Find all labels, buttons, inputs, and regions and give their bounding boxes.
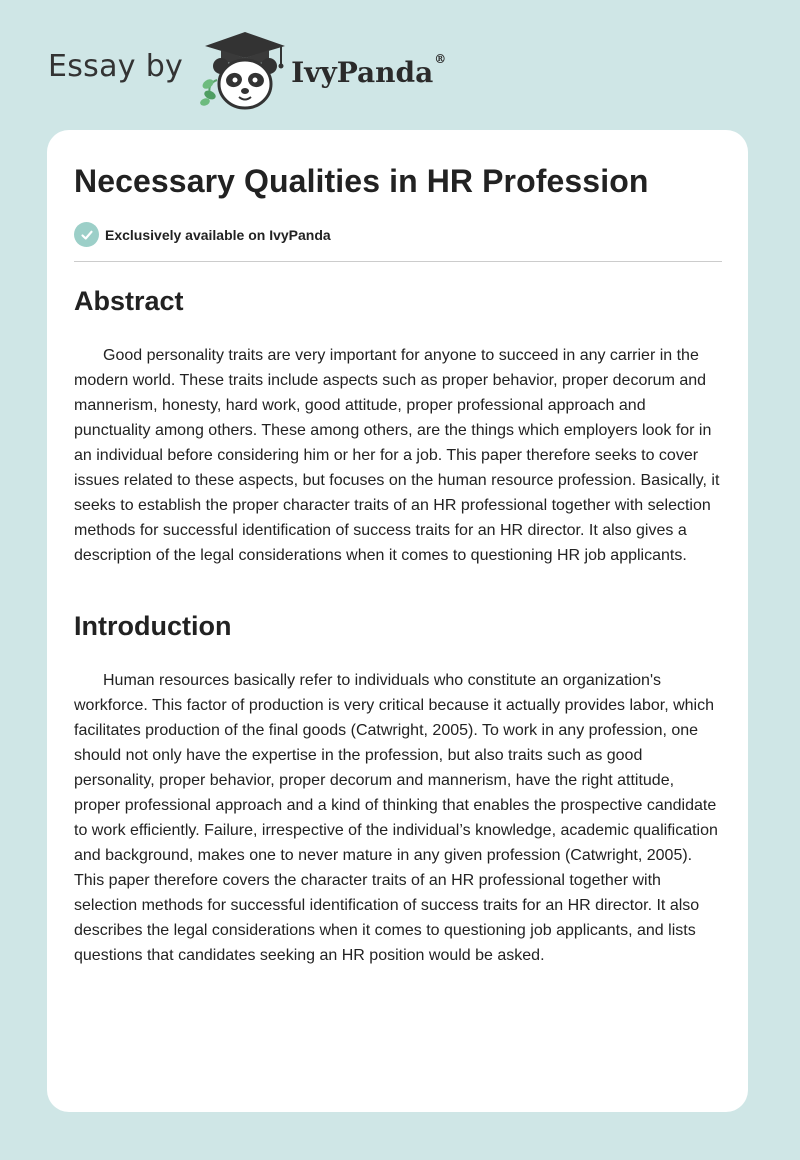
article-card (47, 130, 748, 1112)
brand-name: IvyPanda® (291, 52, 447, 89)
badge-text: Exclusively available on IvyPanda (105, 226, 331, 243)
introduction-text: Human resources basically refer to individuals who constitute an organization's workforce. This factor of production is very critical because it actually provides labor, which facilitates production of the final goods (Catwright, 2005). To work in any profession, one should not only have the expertise in the profession, but also traits such as good personality, proper behavior, proper decorum and mannerism, have the right attitude, proper professional approach and a kind of thinking that enables the prospective candidate to work efficiently. Failure, irrespective of the individual’s knowledge, academic qualification and background, makes one to never mature in any given profession (Catwright, 2005). This paper therefore covers the character traits of an HR professional together with selection methods for successful identification of success traits for an HR director. It also describes the legal considerations when it comes to questioning job applicants, and lists questions that candidates seeking an HR position would be asked. (74, 672, 718, 964)
exclusive-badge (74, 222, 331, 247)
checkmark-icon (74, 222, 99, 247)
panda-logo-icon[interactable] (197, 28, 289, 112)
registered-mark: ® (434, 52, 447, 67)
divider (74, 261, 722, 262)
abstract-heading: Abstract (74, 286, 184, 316)
abstract-text: Good personality traits are very important for anyone to succeed in any carrier in the modern world. These traits include aspects such as proper behavior, proper decorum and mannerism, honesty, hard work, good attitude, proper professional approach and punctuality among others. These among others, are the things which employers look for in an individual before considering him or her for a job. This paper therefore seeks to cover issues related to these aspects, but focuses on the human resource profession. Basically, it seeks to establish the proper character traits of an HR professional together with selection methods for successful identification of success traits for an HR director. It also gives a description of the legal considerations when it comes to questioning HR job applicants. (74, 347, 720, 564)
page-title: Necessary Qualities in HR Profession (74, 163, 649, 199)
brand-prefix: Essay by (48, 48, 184, 84)
introduction-heading: Introduction (74, 611, 232, 641)
brand-header (48, 28, 446, 112)
